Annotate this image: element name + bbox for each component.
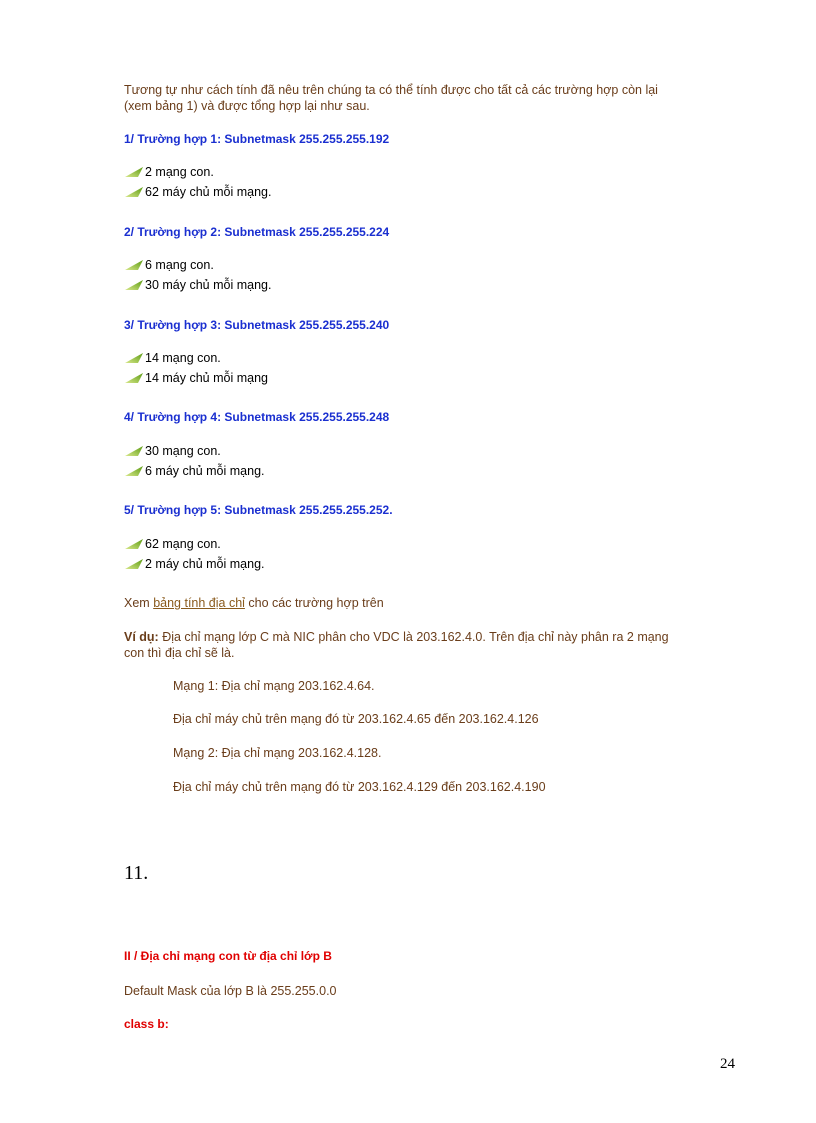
list-item-text: 30 mạng con.: [145, 444, 221, 458]
address-table-link[interactable]: bảng tính địa chỉ: [153, 596, 245, 610]
case-5-heading: 5/ Trường hợp 5: Subnetmask 255.255.255.252.: [124, 503, 393, 517]
green-leaf-icon: [124, 352, 144, 364]
intro-line-2: (xem bảng 1) và được tổng hợp lại như sau.: [124, 99, 370, 113]
green-leaf-icon: [124, 279, 144, 291]
list-item-text: 14 mạng con.: [145, 351, 221, 365]
green-leaf-icon: [124, 166, 144, 178]
green-leaf-icon: [124, 538, 144, 550]
case-2-heading: 2/ Trường hợp 2: Subnetmask 255.255.255.224: [124, 225, 390, 239]
list-item: [124, 537, 221, 551]
list-item: [124, 351, 221, 365]
example-text: Địa chỉ mạng lớp C mà NIC phân cho VDC là 203.162.4.0. Trên địa chỉ này phân ra 2 mạng: [158, 630, 669, 644]
list-item-text: 2 máy chủ mỗi mạng.: [145, 557, 265, 571]
list-item: [124, 185, 271, 199]
example-detail: Mạng 1: Địa chỉ mạng 203.162.4.64.: [173, 679, 375, 693]
default-mask-text: Default Mask của lớp B là 255.255.0.0: [124, 984, 337, 998]
example-detail: Mạng 2: Địa chỉ mạng 203.162.4.128.: [173, 746, 382, 760]
case-1-heading: 1/ Trường hợp 1: Subnetmask 255.255.255.192: [124, 132, 390, 146]
list-item-text: 6 máy chủ mỗi mạng.: [145, 464, 265, 478]
example-detail: Địa chỉ máy chủ trên mạng đó từ 203.162.4.129 đến 203.162.4.190: [173, 780, 546, 794]
list-item-text: 62 mạng con.: [145, 537, 221, 551]
see-table-line: [124, 595, 384, 612]
case-3-heading: 3/ Trường hợp 3: Subnetmask 255.255.255.240: [124, 318, 390, 332]
class-b-label: class b:: [124, 1017, 169, 1031]
list-item-text: 2 mạng con.: [145, 165, 214, 179]
see-prefix: Xem: [124, 596, 154, 610]
see-suffix: cho các trường hợp trên: [244, 596, 384, 610]
list-item-text: 14 máy chủ mỗi mạng: [145, 371, 268, 385]
list-item: [124, 278, 271, 292]
list-item: [124, 165, 214, 179]
intro-line-1: Tương tự như cách tính đã nêu trên chúng ta có thể tính được cho tất cả các trường hợp còn lại: [124, 83, 658, 97]
list-item-text: 62 máy chủ mỗi mạng.: [145, 185, 272, 199]
page-number: 24: [720, 1056, 735, 1072]
case-4-heading: 4/ Trường hợp 4: Subnetmask 255.255.255.248: [124, 410, 390, 424]
green-leaf-icon: [124, 465, 144, 477]
section-number: 11.: [124, 862, 149, 884]
list-item-text: 6 mạng con.: [145, 258, 214, 272]
example-line-1: [124, 629, 669, 646]
green-leaf-icon: [124, 445, 144, 457]
list-item-text: 30 máy chủ mỗi mạng.: [145, 278, 272, 292]
list-item: [124, 258, 214, 272]
green-leaf-icon: [124, 186, 144, 198]
example-detail: Địa chỉ máy chủ trên mạng đó từ 203.162.4.65 đến 203.162.4.126: [173, 712, 539, 726]
section-2-heading: II / Địa chỉ mạng con từ địa chỉ lớp B: [124, 949, 332, 963]
list-item: [124, 371, 268, 385]
example-line-2: con thì địa chỉ sẽ là.: [124, 646, 235, 660]
list-item: [124, 557, 265, 571]
green-leaf-icon: [124, 259, 144, 271]
green-leaf-icon: [124, 558, 144, 570]
example-label: Ví dụ:: [124, 630, 159, 644]
green-leaf-icon: [124, 372, 144, 384]
list-item: [124, 464, 265, 478]
list-item: [124, 444, 221, 458]
